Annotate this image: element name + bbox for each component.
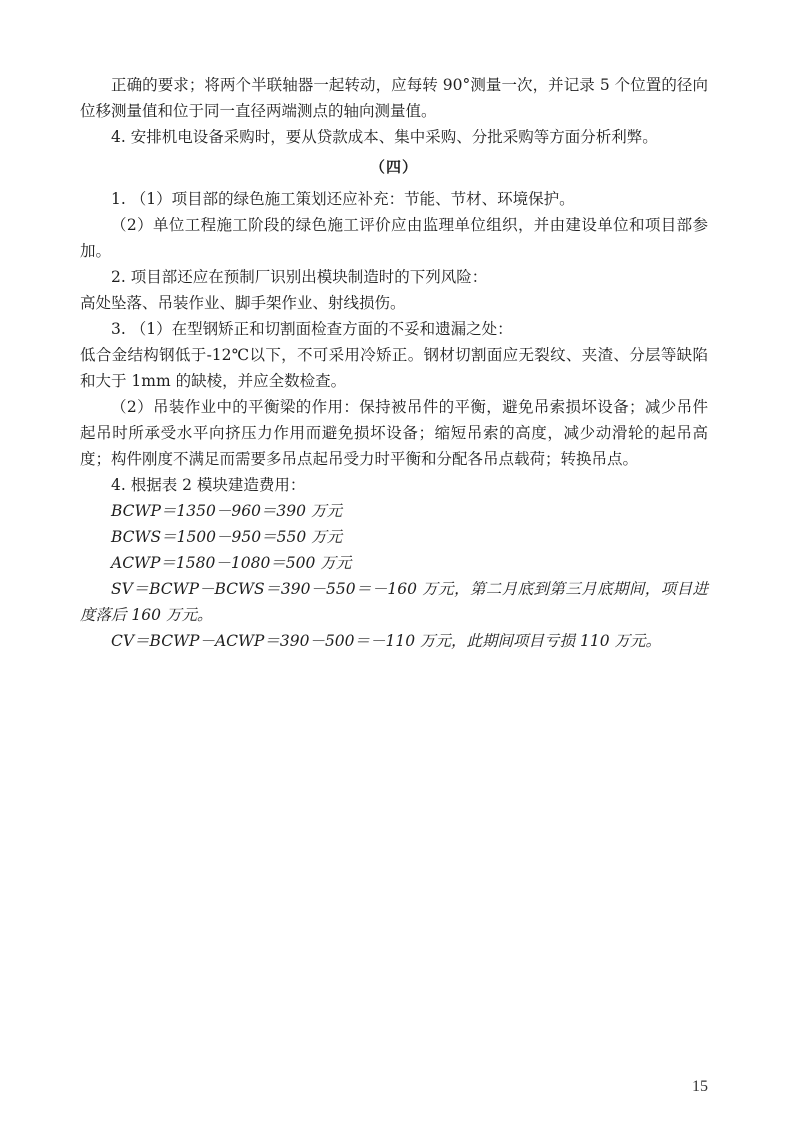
answer-4-heading: 4. 根据表 2 模块建造费用： <box>111 476 306 494</box>
answer-1-2: （2）单位工程施工阶段的绿色施工评价应由监理单位组织，并由建设单位和项目部参加。 <box>80 216 708 260</box>
answer-2-risks: 高处坠落、吊装作业、脚手架作业、射线损伤。 <box>80 294 406 312</box>
formula-sv: SV＝BCWP－BCWS＝390－550＝－160 万元，第二月底到第三月底期间，项目进度落后 160 万元。 <box>80 580 708 624</box>
formula-bcwp: BCWP＝1350－960＝390 万元 <box>111 502 342 520</box>
answer-3-2: （2）吊装作业中的平衡梁的作用：保持被吊件的平衡，避免吊索损坏设备；减少吊件起吊时所承受水平向挤压力作用而避免损坏设备；缩短吊索的高度，减少动滑轮的起吊高度；构件刚度不满足而需要多吊点起吊受力时平衡和分配各吊点载荷；转换吊点。 <box>80 398 708 468</box>
section-title: （四） <box>369 158 418 176</box>
answer-1-1: 1. （1）项目部的绿色施工策划还应补充：节能、节材、环境保护。 <box>111 190 575 208</box>
answer-3-1-body: 低合金结构钢低于-12℃以下，不可采用冷矫正。钢材切割面应无裂纹、夹渣、分层等缺陷和大于 1mm 的缺棱，并应全数检查。 <box>80 346 708 390</box>
paragraph-procurement: 4. 安排机电设备采购时，要从贷款成本、集中采购、分批采购等方面分析利弊。 <box>111 128 658 146</box>
page-number: 15 <box>692 1078 708 1095</box>
document-body <box>80 72 708 654</box>
answer-3-1-heading: 3. （1）在型钢矫正和切割面检查方面的不妥和遗漏之处： <box>111 320 513 338</box>
formula-bcws: BCWS＝1500－950＝550 万元 <box>111 528 343 546</box>
answer-2-heading: 2. 项目部还应在预制厂识别出模块制造时的下列风险： <box>111 268 488 286</box>
paragraph-alignment-requirement: 正确的要求；将两个半联轴器一起转动，应每转 90°测量一次，并记录 5 个位置的径向位移测量值和位于同一直径两端测点的轴向测量值。 <box>80 76 708 120</box>
formula-acwp: ACWP＝1580－1080＝500 万元 <box>111 554 352 572</box>
formula-cv: CV＝BCWP－ACWP＝390－500＝－110 万元，此期间项目亏损 110 万元。 <box>111 632 661 650</box>
